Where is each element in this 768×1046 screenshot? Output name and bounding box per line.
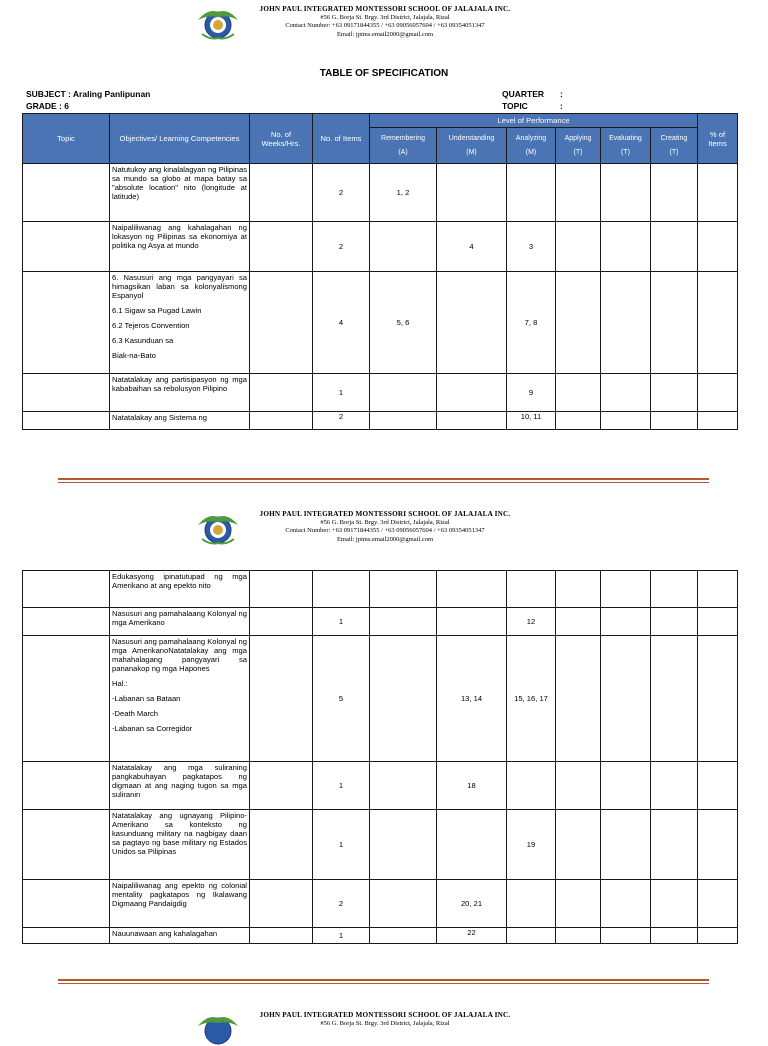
applying-cell [556, 222, 601, 272]
topic-cell [23, 222, 110, 272]
level-understanding-header: Understanding (M) [437, 128, 507, 164]
table-row [23, 880, 738, 928]
level-creating-header: Creating (T) [651, 128, 698, 164]
topic-cell [23, 636, 110, 762]
objective-cell [110, 412, 250, 430]
evaluating-cell [601, 608, 651, 636]
page-separator [58, 478, 709, 480]
items-cell: 2 [313, 880, 370, 928]
percent-cell [698, 571, 738, 608]
table-row [23, 272, 738, 374]
creating-cell [651, 762, 698, 810]
topic-cell [23, 272, 110, 374]
objective-text: Naipaliliwanag ang kahalagahan ng lokasyon ng Pilipinas sa ekonomiya at politika ng Asya at mundo [112, 223, 247, 250]
remembering-cell [370, 880, 437, 928]
percent-header: % of Items [698, 114, 738, 164]
items-cell: 1 [313, 374, 370, 412]
topic-cell [23, 571, 110, 608]
objective-cell [110, 164, 250, 222]
objective-text: Nasusuri ang pamahalaang Kolonyal ng mga AmerikanoNatatalakay ang mga mahahalagang pangyayari sa pananakop ng mga Hapones [112, 637, 247, 673]
items-cell [313, 571, 370, 608]
objective-text: Natatalakay ang mga suliraning pangkabuhayan pagkatapos ng digmaan at ang naging tugon sa mga suliranin [112, 763, 247, 799]
evaluating-cell [601, 810, 651, 880]
understanding-cell: 4 [437, 222, 507, 272]
page-separator [58, 983, 709, 984]
evaluating-cell [601, 928, 651, 944]
objective-cell [110, 636, 250, 762]
items-cell: 2 [313, 164, 370, 222]
objective-text: -Death March [112, 709, 159, 718]
creating-cell [651, 374, 698, 412]
creating-cell [651, 608, 698, 636]
applying-cell [556, 412, 601, 430]
evaluating-cell [601, 880, 651, 928]
objective-cell [110, 608, 250, 636]
evaluating-cell [601, 762, 651, 810]
specification-table [22, 113, 738, 430]
level-evaluating-header: Evaluating (T) [601, 128, 651, 164]
applying-cell [556, 608, 601, 636]
remembering-cell [370, 412, 437, 430]
school-address: #56 G. Borja St. Brgy. 3rd District, Jalajala, Rizal [320, 1019, 450, 1027]
topic-label: TOPIC [502, 101, 528, 111]
understanding-cell: 18 [437, 762, 507, 810]
items-cell: 2 [313, 412, 370, 430]
objective-text: 6.1 Sigaw sa Pugad Lawin [112, 306, 202, 315]
school-address: #56 G. Borja St. Brgy. 3rd District, Jalajala, Rizal [320, 518, 450, 526]
objective-text: -Labanan sa Corregidor [112, 724, 193, 733]
analyzing-cell: 10, 11 [507, 412, 556, 430]
remembering-cell [370, 571, 437, 608]
understanding-cell [437, 164, 507, 222]
analyzing-cell [507, 164, 556, 222]
percent-cell [698, 762, 738, 810]
topic-cell [23, 374, 110, 412]
school-seal-icon [196, 511, 240, 545]
percent-cell [698, 636, 738, 762]
applying-cell [556, 164, 601, 222]
weeks-cell [250, 272, 313, 374]
school-contact: Contact Number: +63 09171844355 / +63 09056057604 / +63 09354051347 [285, 527, 485, 534]
school-email: Email: jpims.email2000@gmail.com [336, 535, 434, 543]
applying-cell [556, 762, 601, 810]
objective-text: Natutukoy ang kinalalagyan ng Pilipinas sa mundo sa globo at mapa batay sa "absolute location" nito (longitude at latitude) [112, 165, 247, 201]
analyzing-cell: 15, 16, 17 [507, 636, 556, 762]
analyzing-cell [507, 928, 556, 944]
creating-cell [651, 928, 698, 944]
table-row [23, 571, 738, 608]
table-row [23, 636, 738, 762]
objective-cell [110, 222, 250, 272]
objective-text: Biak-na-Bato [112, 351, 156, 360]
school-seal-icon [196, 1012, 240, 1046]
objective-text: Natatalakay ang Sistema ng [112, 413, 207, 422]
objective-text: 6.3 Kasunduan sa [112, 336, 174, 345]
weeks-cell [250, 636, 313, 762]
objectives-header: Objectives/ Learning Competencies [110, 114, 250, 164]
topic-header: Topic [23, 114, 110, 164]
remembering-cell [370, 608, 437, 636]
creating-cell [651, 880, 698, 928]
evaluating-cell [601, 571, 651, 608]
applying-cell [556, 928, 601, 944]
objective-text: 6. Nasusuri ang mga pangyayari sa himagsikan laban sa kolonyalismong Espanyol [112, 273, 247, 300]
objective-text: Nasusuri ang pamahalaang Kolonyal ng mga Amerikano [112, 609, 247, 627]
items-cell: 1 [313, 608, 370, 636]
remembering-cell [370, 928, 437, 944]
items-header: No. of Items [313, 114, 370, 164]
percent-cell [698, 164, 738, 222]
analyzing-cell: 9 [507, 374, 556, 412]
topic-cell [23, 762, 110, 810]
table-row [23, 412, 738, 430]
objective-cell [110, 571, 250, 608]
percent-cell [698, 810, 738, 880]
understanding-cell [437, 571, 507, 608]
percent-cell [698, 928, 738, 944]
evaluating-cell [601, 374, 651, 412]
level-applying-header: Applying (T) [556, 128, 601, 164]
understanding-cell [437, 412, 507, 430]
percent-cell [698, 880, 738, 928]
school-name: JOHN PAUL INTEGRATED MONTESSORI SCHOOL OF JALAJALA INC. [259, 1011, 511, 1019]
subject-label: SUBJECT : Araling Panlipunan [26, 89, 151, 99]
objective-cell [110, 374, 250, 412]
analyzing-cell [507, 762, 556, 810]
objective-cell [110, 810, 250, 880]
objective-cell [110, 762, 250, 810]
table-row [23, 928, 738, 944]
evaluating-cell [601, 164, 651, 222]
understanding-cell [437, 374, 507, 412]
creating-cell [651, 272, 698, 374]
percent-cell [698, 222, 738, 272]
applying-cell [556, 810, 601, 880]
school-address: #56 G. Borja St. Brgy. 3rd District, Jalajala, Rizal [320, 13, 450, 21]
objective-text: Naipaliliwanag ang epekto ng colonial mentality pagkatapos ng Ikalawang Digmaang Pandaigdig [112, 881, 247, 908]
applying-cell [556, 272, 601, 374]
items-cell: 5 [313, 636, 370, 762]
applying-cell [556, 636, 601, 762]
analyzing-cell [507, 571, 556, 608]
grade-label: GRADE : 6 [26, 101, 69, 111]
objective-text: Natatalakay ang partisipasyon ng mga kababaihan sa rebolusyon Pilipino [112, 375, 247, 393]
topic-value: : [560, 101, 563, 111]
creating-cell [651, 412, 698, 430]
evaluating-cell [601, 412, 651, 430]
objective-text: Edukasyong ipinatutupad ng mga Amerikano at ang epekto nito [112, 572, 247, 590]
analyzing-cell: 19 [507, 810, 556, 880]
analyzing-cell: 3 [507, 222, 556, 272]
percent-cell [698, 272, 738, 374]
items-cell: 1 [313, 762, 370, 810]
understanding-cell [437, 810, 507, 880]
objective-text: -Labanan sa Bataan [112, 694, 181, 703]
document-title: TABLE OF SPECIFICATION [319, 68, 449, 79]
specification-table-continued [22, 570, 738, 944]
items-cell: 1 [313, 810, 370, 880]
school-name: JOHN PAUL INTEGRATED MONTESSORI SCHOOL OF JALAJALA INC. [259, 5, 511, 13]
objective-text: 6.2 Tejeros Convention [112, 321, 190, 330]
remembering-cell [370, 222, 437, 272]
table-row [23, 810, 738, 880]
analyzing-cell: 7, 8 [507, 272, 556, 374]
remembering-cell [370, 374, 437, 412]
objective-text: Hal.: [112, 679, 128, 688]
letterhead [0, 1006, 768, 1046]
percent-cell [698, 412, 738, 430]
letterhead [0, 0, 768, 40]
objective-cell [110, 880, 250, 928]
items-cell: 4 [313, 272, 370, 374]
quarter-value: : [560, 89, 563, 99]
creating-cell [651, 222, 698, 272]
topic-cell [23, 880, 110, 928]
level-analyzing-header: Analyzing (M) [507, 128, 556, 164]
evaluating-cell [601, 272, 651, 374]
understanding-cell [437, 272, 507, 374]
table-row [23, 222, 738, 272]
creating-cell [651, 571, 698, 608]
topic-cell [23, 164, 110, 222]
page-separator [58, 979, 709, 981]
percent-cell [698, 608, 738, 636]
weeks-cell [250, 374, 313, 412]
creating-cell [651, 164, 698, 222]
understanding-cell: 13, 14 [437, 636, 507, 762]
topic-cell [23, 928, 110, 944]
objective-text: Nauunawaan ang kahalagahan [112, 929, 218, 938]
table-row [23, 164, 738, 222]
weeks-cell [250, 762, 313, 810]
weeks-cell [250, 928, 313, 944]
understanding-cell: 20, 21 [437, 880, 507, 928]
topic-cell [23, 810, 110, 880]
applying-cell [556, 880, 601, 928]
level-remembering-header: Remembering (A) [370, 128, 437, 164]
level-of-performance-header: Level of Performance [370, 114, 698, 128]
objective-cell [110, 272, 250, 374]
school-name: JOHN PAUL INTEGRATED MONTESSORI SCHOOL OF JALAJALA INC. [259, 510, 511, 518]
remembering-cell [370, 762, 437, 810]
weeks-cell [250, 880, 313, 928]
analyzing-cell: 12 [507, 608, 556, 636]
remembering-cell: 5, 6 [370, 272, 437, 374]
quarter-label: QUARTER [502, 89, 545, 99]
weeks-cell [250, 608, 313, 636]
letterhead [0, 505, 768, 545]
table-row [23, 762, 738, 810]
applying-cell [556, 571, 601, 608]
page-separator [58, 482, 709, 483]
analyzing-cell [507, 880, 556, 928]
objective-text: Natatalakay ang ugnayang Pilipino- Amerikano sa konteksto ng kasunduang military na nagbigay daan sa pagtayo ng base military ng Estados Unidos sa Pilipinas [112, 811, 247, 856]
creating-cell [651, 810, 698, 880]
applying-cell [556, 374, 601, 412]
remembering-cell [370, 636, 437, 762]
weeks-cell [250, 810, 313, 880]
creating-cell [651, 636, 698, 762]
understanding-cell [437, 608, 507, 636]
topic-cell [23, 608, 110, 636]
weeks-cell [250, 164, 313, 222]
weeks-cell [250, 222, 313, 272]
school-seal-icon [196, 6, 240, 40]
evaluating-cell [601, 636, 651, 762]
weeks-cell [250, 412, 313, 430]
weeks-cell [250, 571, 313, 608]
understanding-cell: 22 [437, 928, 507, 944]
table-row [23, 608, 738, 636]
weeks-header: No. of Weeks/Hrs. [250, 114, 313, 164]
school-contact: Contact Number: +63 09171844355 / +63 09056057604 / +63 09354051347 [285, 22, 485, 29]
items-cell: 1 [313, 928, 370, 944]
remembering-cell [370, 810, 437, 880]
table-row [23, 374, 738, 412]
evaluating-cell [601, 222, 651, 272]
items-cell: 2 [313, 222, 370, 272]
percent-cell [698, 374, 738, 412]
objective-cell [110, 928, 250, 944]
topic-cell [23, 412, 110, 430]
remembering-cell: 1, 2 [370, 164, 437, 222]
school-email: Email: jpims.email2000@gmail.com [336, 30, 434, 38]
